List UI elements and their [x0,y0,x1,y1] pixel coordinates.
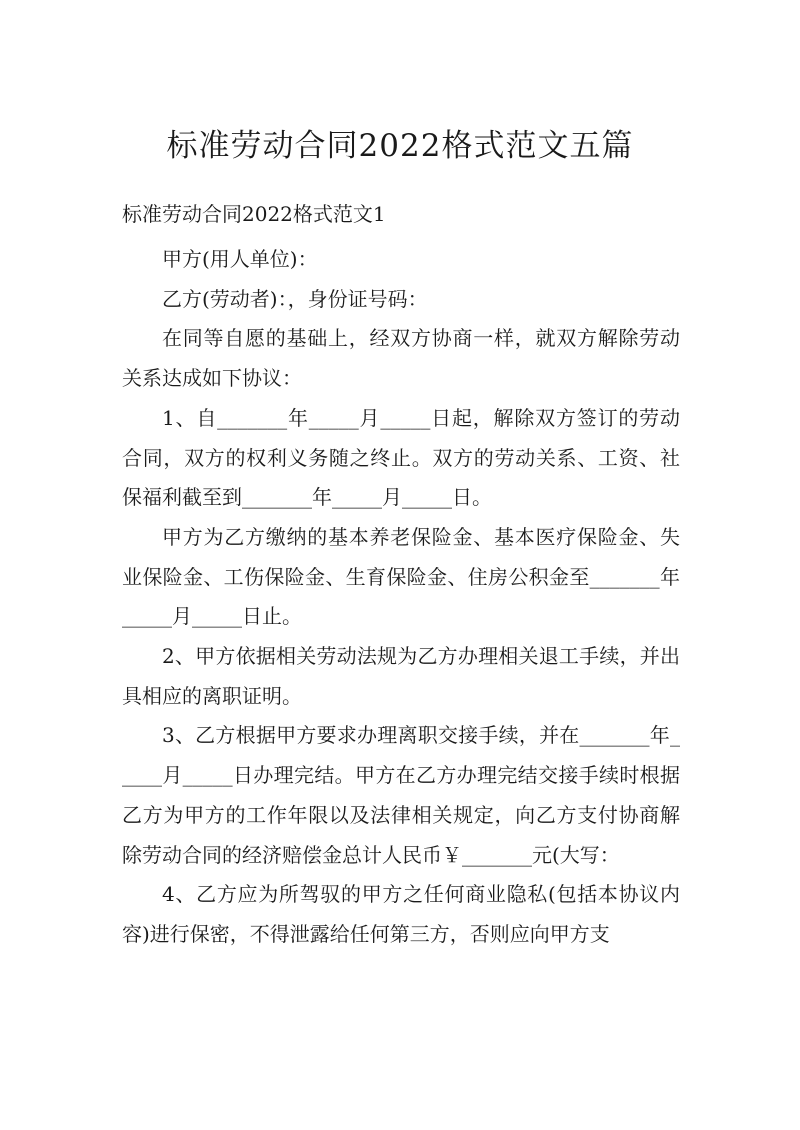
document-title: 标准劳动合同2022格式范文五篇 [166,128,634,164]
paragraph-clause-3: 3、乙方根据甲方要求办理离职交接手续，并在_______年_____月_____日办理完结。甲方在乙方办理完结交接手续时根据乙方为甲方的工作年限以及法律相关规定，向乙方支付协商解除劳动合同的经济赔偿金总计人民币￥_______元(大写： [122,723,680,867]
paragraph-clause-2: 2、甲方依据相关劳动法规为乙方办理相关退工手续，并出具相应的离职证明。 [122,644,680,708]
document-body [122,240,680,955]
paragraph-party-b: 乙方(劳动者)：，身份证号码： [162,286,428,311]
paragraph-insurance: 甲方为乙方缴纳的基本养老保险金、基本医疗保险金、失业保险金、工伤保险金、生育保险金、住房公积金至_______年_____月_____日止。 [122,524,680,629]
paragraph-intro: 在同等自愿的基础上，经双方协商一样，就双方解除劳动关系达成如下协议： [122,326,680,391]
paragraph-party-a: 甲方(用人单位)： [162,247,318,271]
paragraph-clause-4: 4、乙方应为所驾驭的甲方之任何商业隐私(包括本协议内容)进行保密，不得泄露给任何第三方，否则应向甲方支 [122,882,680,946]
section-heading: 标准劳动合同2022格式范文1 [122,202,386,226]
paragraph-clause-1: 1、自_______年_____月_____日起，解除双方签订的劳动合同，双方的权利义务随之终止。双方的劳动关系、工资、社保福利截至到_______年_____月_____日。 [122,405,680,510]
